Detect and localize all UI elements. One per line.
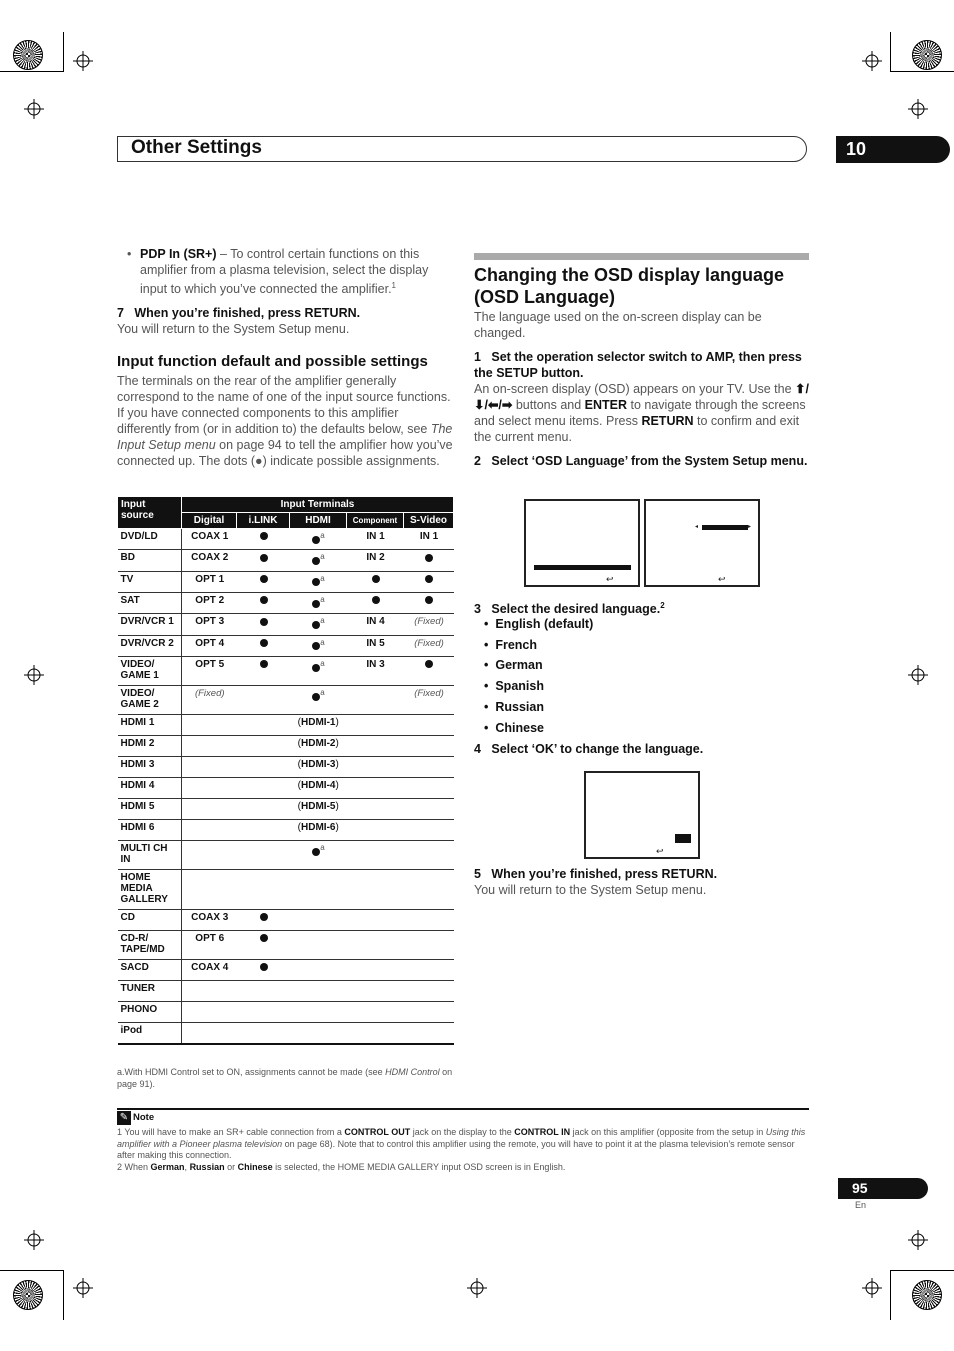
table-row <box>118 550 454 571</box>
assignment-dot <box>260 575 268 583</box>
footnote-ref: a <box>320 552 325 562</box>
return-label: RETURN <box>641 414 694 428</box>
section-rule <box>474 253 809 260</box>
step-text: Select the desired language. <box>491 602 661 617</box>
step-text: When you’re finished, press RETURN. <box>491 867 718 881</box>
osd-highlight-bar <box>534 565 631 570</box>
cell-hdmi <box>290 656 347 685</box>
table-row <box>118 735 454 756</box>
step-1 <box>474 349 809 381</box>
step-4 <box>474 741 809 757</box>
paragraph-text: The terminals on the rear of the amplifier generally correspond to the name of one of the input source functions. If you have connected components to this amplifier differently from (or in addition to) the defaults below, see <box>117 374 451 436</box>
cell-component <box>347 909 404 930</box>
row-source: HDMI 3 <box>118 756 182 777</box>
row-source: PHONO <box>118 1001 182 1022</box>
crop-mark <box>890 71 954 72</box>
assignment-dot <box>260 532 268 540</box>
language-option <box>484 697 784 718</box>
pdp-bullet <box>127 246 455 297</box>
assignment-dot <box>260 618 268 626</box>
cell-ilink <box>237 614 290 635</box>
language-label: Chinese <box>495 720 544 735</box>
paragraph-link: The Input Setup menu <box>117 422 453 452</box>
cell-digital: COAX 1 <box>182 529 237 550</box>
note-term: German <box>150 1162 185 1172</box>
cell-hdmi <box>290 614 347 635</box>
cell-svideo <box>404 1001 454 1022</box>
cell-svideo: (Fixed) <box>404 685 454 714</box>
cell-svideo <box>404 959 454 980</box>
cell-ilink <box>237 1022 290 1044</box>
table-row <box>118 571 454 592</box>
note-text: on page 68). Note that to control this amplifier using the remote, you will have to point it at the plasma television’s remote sensor after making this connection. <box>117 1138 795 1160</box>
row-source: DVD/LD <box>118 529 182 550</box>
assignment-dot <box>372 575 380 583</box>
row-source: iPod <box>118 1022 182 1044</box>
footnote-text: a.With HDMI Control set to ON, assignments cannot be made (see <box>117 1067 386 1077</box>
enter-label: ENTER <box>584 398 628 412</box>
assignment-dot <box>425 575 433 583</box>
cell-component <box>347 1001 404 1022</box>
note-text: 2 When <box>117 1162 151 1172</box>
cell-hdmi <box>290 959 347 980</box>
cell-ilink <box>237 685 290 714</box>
cell-svideo <box>404 980 454 1001</box>
osd-intro: The language used on the on-screen display can be changed. <box>474 310 762 340</box>
bullet-text: – To control certain functions on this amplifier from a plasma television, select the display input to which you’ve connected the amplifier. <box>140 247 429 297</box>
osd-selector-right-icon: ▸ <box>748 524 752 530</box>
cell-digital <box>182 1022 237 1044</box>
col-digital: Digital <box>182 513 237 529</box>
cell-hdmi-assignment: (HDMI-4) <box>182 777 454 798</box>
cell-ilink <box>237 656 290 685</box>
cell-component <box>347 980 404 1001</box>
cell-hdmi-assignment: (HDMI-2) <box>182 735 454 756</box>
cell-digital: (Fixed) <box>182 685 237 714</box>
osd-ok-button <box>675 834 691 843</box>
page-number: 95 <box>852 1180 868 1196</box>
cell-hdmi <box>290 930 347 959</box>
cell-svideo <box>404 840 454 869</box>
table-row <box>118 1022 454 1044</box>
cell-svideo <box>404 930 454 959</box>
cell-component: IN 4 <box>347 614 404 635</box>
table-row <box>118 592 454 613</box>
cell-hdmi <box>290 550 347 571</box>
table-row <box>118 529 454 550</box>
return-icon: ↩ <box>606 574 614 584</box>
registration-mark <box>862 51 882 71</box>
cell-digital: COAX 2 <box>182 550 237 571</box>
assignment-dot <box>260 934 268 942</box>
cell-component: IN 5 <box>347 635 404 656</box>
row-source: HDMI 2 <box>118 735 182 756</box>
cell-svideo <box>404 1022 454 1044</box>
return-icon: ↩ <box>718 574 726 584</box>
registration-mark <box>862 1278 882 1298</box>
cell-hdmi <box>290 685 347 714</box>
table-row <box>118 909 454 930</box>
row-source: MULTI CH IN <box>118 840 182 869</box>
step-number: 5 <box>474 867 481 881</box>
cell-digital: OPT 5 <box>182 656 237 685</box>
assignment-dot <box>260 639 268 647</box>
footnote-ref: a <box>320 616 325 626</box>
chapter-badge: 10 <box>836 136 950 163</box>
step-7 <box>117 305 457 321</box>
cell-digital: OPT 4 <box>182 635 237 656</box>
cell-svideo: (Fixed) <box>404 635 454 656</box>
registration-mark <box>908 1230 928 1250</box>
language-option <box>484 614 784 635</box>
registration-mark <box>908 665 928 685</box>
cell-hdmi <box>290 571 347 592</box>
footnote-link: HDMI Control <box>385 1067 440 1077</box>
footnote-text: on page 91). <box>117 1067 453 1089</box>
language-label: English (default) <box>495 617 594 631</box>
table-row <box>118 1001 454 1022</box>
footnote-ref: a <box>320 594 325 604</box>
bullet-dot: • <box>484 658 489 673</box>
note-header <box>117 1110 154 1125</box>
table-row <box>118 980 454 1001</box>
cell-hdmi-assignment: (HDMI-6) <box>182 819 454 840</box>
header-input-source: Input source <box>118 497 182 529</box>
desc-text: to confirm and exit the current menu. <box>474 414 800 444</box>
cell-component <box>347 592 404 613</box>
registration-mark <box>73 1278 93 1298</box>
cell-ilink <box>237 571 290 592</box>
table-row <box>118 840 454 869</box>
cell-hdmi-assignment: (HDMI-3) <box>182 756 454 777</box>
note-icon: ✎ <box>117 1111 131 1125</box>
registration-mark <box>24 99 44 119</box>
assignment-dot <box>260 554 268 562</box>
desc-text: buttons and <box>512 398 585 412</box>
note-term: Russian <box>189 1162 225 1172</box>
cell-svideo <box>404 571 454 592</box>
hdmi-input-value: HDMI-2 <box>301 737 336 749</box>
note-link: Using this amplifier with a Pioneer plasma television <box>117 1127 806 1149</box>
bullet-dot: • <box>484 617 489 631</box>
cell-ilink <box>237 529 290 550</box>
registration-starburst-br <box>912 1280 942 1310</box>
language-label: Spanish <box>495 679 544 694</box>
desc-text: to navigate through the screens and select menu items. Press <box>474 398 806 428</box>
cell-component <box>347 840 404 869</box>
row-source: DVR/VCR 1 <box>118 614 182 635</box>
note-term: Chinese <box>237 1162 273 1172</box>
table-row <box>118 614 454 635</box>
table-row <box>118 959 454 980</box>
step-5-desc: You will return to the System Setup menu. <box>474 883 707 897</box>
table-row <box>118 635 454 656</box>
row-source: HDMI 5 <box>118 798 182 819</box>
assignment-dot <box>372 596 380 604</box>
note-text: 1 You will have to make an SR+ cable connection from a <box>117 1127 345 1137</box>
crop-mark <box>63 1270 64 1320</box>
footnote-ref: a <box>320 531 325 540</box>
bullet-label: PDP In (SR+) <box>140 247 217 261</box>
bullet-dot: • <box>484 679 489 694</box>
assignment-dot <box>260 913 268 921</box>
table-row <box>118 756 454 777</box>
row-source: DVR/VCR 2 <box>118 635 182 656</box>
cell-digital <box>182 1001 237 1022</box>
hdmi-input-value: HDMI-3 <box>301 758 336 770</box>
header-input-terminals: Input Terminals <box>182 497 454 513</box>
cell-ilink <box>237 550 290 571</box>
registration-starburst-tl <box>13 40 43 70</box>
cell-component: IN 1 <box>347 529 404 550</box>
language-label: Russian <box>495 699 544 714</box>
cell-ilink <box>237 909 290 930</box>
cell-ilink <box>237 1001 290 1022</box>
table-row <box>118 777 454 798</box>
section-paragraph <box>117 373 455 469</box>
crop-mark <box>890 32 891 72</box>
cell-hdmi-assignment: (HDMI-5) <box>182 798 454 819</box>
step-number: 4 <box>474 742 481 756</box>
cell-svideo <box>404 909 454 930</box>
registration-mark <box>24 665 44 685</box>
cell-hdmi <box>290 1001 347 1022</box>
registration-mark <box>24 1230 44 1250</box>
step-text: When you’re finished, press RETURN. <box>134 306 361 320</box>
cell-digital: OPT 1 <box>182 571 237 592</box>
cell-svideo <box>404 592 454 613</box>
bullet-footnote-ref: 1 <box>391 281 396 290</box>
footnote-ref: 2 <box>660 601 665 610</box>
hdmi-input-value: HDMI-4 <box>301 779 336 791</box>
cell-hdmi <box>290 592 347 613</box>
registration-mark <box>908 99 928 119</box>
language-code: En <box>855 1200 867 1210</box>
note-text: jack on the display to the <box>410 1127 515 1137</box>
assignment-dot <box>260 596 268 604</box>
step-2 <box>474 453 809 469</box>
step-7-desc: You will return to the System Setup menu. <box>117 322 350 336</box>
row-source: VIDEO/ GAME 1 <box>118 656 182 685</box>
cell-hdmi <box>290 1022 347 1044</box>
osd-language-field <box>702 525 748 530</box>
hdmi-input-value: HDMI-5 <box>301 800 336 812</box>
cell-component <box>347 685 404 714</box>
note-term: CONTROL OUT <box>344 1127 411 1137</box>
osd-selector-left-icon: ◂ <box>695 524 699 530</box>
cell-component <box>347 1022 404 1044</box>
cell-svideo: IN 1 <box>404 529 454 550</box>
cell-digital <box>182 840 237 869</box>
row-source: BD <box>118 550 182 571</box>
row-source: CD-R/ TAPE/MD <box>118 930 182 959</box>
cell-ilink <box>237 980 290 1001</box>
assignment-dot <box>425 596 433 604</box>
cell-ilink <box>237 592 290 613</box>
step-5 <box>474 866 809 882</box>
cell-digital: OPT 6 <box>182 930 237 959</box>
cell-ilink <box>237 840 290 869</box>
cell-digital <box>182 980 237 1001</box>
bullet-dot: • <box>484 699 489 714</box>
paragraph-text: on page 94 to tell the amplifier how you’ve connected up. The dots (●) indicate possible assignments. <box>117 438 453 468</box>
row-source: VIDEO/ GAME 2 <box>118 685 182 714</box>
note-text: jack on this amplifier (opposite from the setup in <box>570 1127 766 1137</box>
cell-digital: OPT 3 <box>182 614 237 635</box>
cell-hdmi <box>290 529 347 550</box>
cell-svideo <box>404 550 454 571</box>
cell-component: IN 3 <box>347 656 404 685</box>
note-1 <box>117 1127 809 1162</box>
hdmi-input-value: HDMI-1 <box>301 716 336 728</box>
registration-mark <box>73 51 93 71</box>
crop-mark <box>63 32 64 72</box>
registration-starburst-bl <box>13 1280 43 1310</box>
col-ilink: i.LINK <box>237 513 290 529</box>
osd-screen-system-setup <box>524 499 640 587</box>
crop-mark <box>890 1270 954 1271</box>
note-text: , <box>184 1162 190 1172</box>
row-source: HOME MEDIA GALLERY <box>118 869 182 909</box>
row-source: CD <box>118 909 182 930</box>
cell-hdmi <box>290 840 347 869</box>
cell-ilink <box>237 959 290 980</box>
registration-starburst-tr <box>912 40 942 70</box>
row-source: TV <box>118 571 182 592</box>
table-row <box>118 819 454 840</box>
step-text: Set the operation selector switch to AMP, then press the SETUP button. <box>474 350 802 380</box>
language-label: German <box>495 658 543 673</box>
step-number: 3 <box>474 602 481 617</box>
language-label: French <box>495 637 538 652</box>
row-source: HDMI 6 <box>118 819 182 840</box>
table-row <box>118 656 454 685</box>
language-option <box>484 718 784 739</box>
cell-hdmi <box>290 635 347 656</box>
assignment-dot <box>260 963 268 971</box>
crop-mark <box>890 1270 891 1320</box>
registration-mark <box>467 1278 487 1298</box>
cell-component: IN 2 <box>347 550 404 571</box>
col-hdmi: HDMI <box>290 513 347 529</box>
cell-digital: OPT 2 <box>182 592 237 613</box>
table-row <box>118 714 454 735</box>
footnote-ref: a <box>320 842 325 852</box>
note-text: or <box>224 1162 238 1172</box>
row-source: HDMI 1 <box>118 714 182 735</box>
cell-component <box>347 959 404 980</box>
row-source: SAT <box>118 592 182 613</box>
page-title: Other Settings <box>131 137 262 158</box>
page-number-badge <box>838 1178 928 1199</box>
cell-ilink <box>237 930 290 959</box>
footnote-ref: a <box>320 573 325 583</box>
cell-digital: COAX 4 <box>182 959 237 980</box>
osd-screen-language <box>644 499 760 587</box>
cell-svideo: (Fixed) <box>404 614 454 635</box>
step-text: Select ‘OK’ to change the language. <box>491 742 704 756</box>
table-row <box>118 685 454 714</box>
cell-ilink <box>237 635 290 656</box>
note-label: Note <box>133 1112 155 1123</box>
return-icon: ↩ <box>656 846 664 856</box>
row-source: HDMI 4 <box>118 777 182 798</box>
step-number: 7 <box>117 306 124 320</box>
table-row <box>118 869 454 909</box>
crop-mark <box>0 71 64 72</box>
cell-digital: COAX 3 <box>182 909 237 930</box>
language-option <box>484 635 784 656</box>
input-terminals-table <box>117 496 454 1045</box>
bullet-dot: • <box>484 637 489 652</box>
language-list <box>484 614 784 738</box>
col-svideo: S-Video <box>404 513 454 529</box>
step-text: Select ‘OSD Language’ from the System Setup menu. <box>491 454 808 468</box>
table-row <box>118 930 454 959</box>
note-rule <box>117 1108 809 1110</box>
cell-hdmi <box>290 909 347 930</box>
row-source: TUNER <box>118 980 182 1001</box>
cell-hdmi <box>290 980 347 1001</box>
cell-component <box>347 571 404 592</box>
row-source: SACD <box>118 959 182 980</box>
language-option <box>484 676 784 697</box>
bullet-dot: • <box>127 247 132 261</box>
note-text: is selected, the HOME MEDIA GALLERY input OSD screen is in English. <box>272 1162 566 1172</box>
note-2 <box>117 1162 809 1174</box>
step-1-desc <box>474 381 809 445</box>
assignment-dot <box>425 554 433 562</box>
crop-mark <box>0 1270 64 1271</box>
osd-section-title: Changing the OSD display language (OSD Language) <box>474 265 785 307</box>
note-term: CONTROL IN <box>514 1127 571 1137</box>
cell-hdmi-assignment: (HDMI-1) <box>182 714 454 735</box>
hdmi-input-value: HDMI-6 <box>301 821 336 833</box>
table-row <box>118 798 454 819</box>
cell-svideo <box>404 656 454 685</box>
language-option <box>484 655 784 676</box>
assignment-dot <box>260 660 268 668</box>
arrow-buttons-icon: ⬆/⬇/⬅/➡ <box>474 382 809 412</box>
step-number: 1 <box>474 350 481 364</box>
desc-text: An on-screen display (OSD) appears on your TV. Use the <box>474 382 795 396</box>
col-component: Component <box>347 513 404 529</box>
osd-screen-confirm <box>584 771 700 859</box>
assignment-dot <box>425 660 433 668</box>
footnote-ref: a <box>320 687 325 697</box>
table-footnote <box>117 1067 455 1090</box>
footnote-ref: a <box>320 637 325 647</box>
footnote-ref: a <box>320 658 325 668</box>
section-title: Input function default and possible settings <box>117 353 428 370</box>
cell-empty <box>182 869 454 909</box>
cell-component <box>347 930 404 959</box>
bullet-dot: • <box>484 720 489 735</box>
step-number: 2 <box>474 454 481 468</box>
